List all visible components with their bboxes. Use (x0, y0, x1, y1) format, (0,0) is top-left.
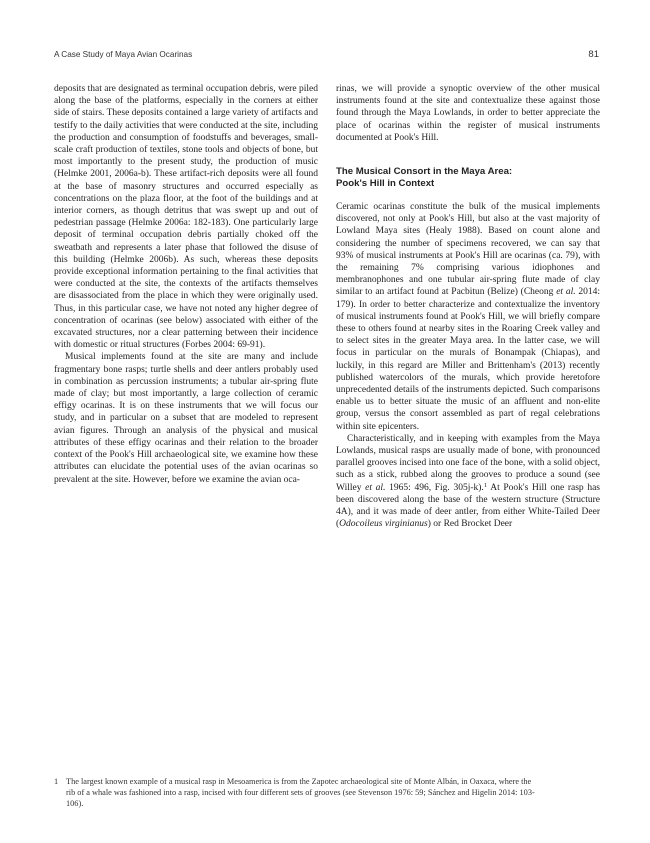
paragraph (336, 433, 600, 531)
section-heading-line: The Musical Consort in the Maya Area: (336, 166, 513, 178)
footnote (54, 776, 536, 809)
italic-text: et al. (556, 287, 576, 298)
footnote-marker: 1 (483, 481, 488, 489)
page-header (54, 50, 599, 64)
text-run: At Pook's Hill one rasp has been discovered along the base of the western structure (Structure 4A), and it was made of deer antler, from either White-Tailed Deer ( (336, 482, 601, 530)
section-heading (336, 166, 600, 190)
section-heading-line: Pook's Hill in Context (336, 178, 435, 190)
footnote-number: 1 (54, 777, 59, 786)
italic-text: et al. (365, 482, 386, 493)
page-number: 81 (588, 49, 599, 60)
text-run: 2014: 179). In order to better characterize and contextualize the inventory of musical instruments found at Pook's Hill, we will briefly compare these to others found at nearby sites in the Roaring Creek valley and to select sites in the greater Maya area. In the latter case, we will focus in particular on the murals of Bonampak (Chiapas), and luckily, in this regard are Miller and Brittenham's (2013) recently published watercolors of the murals, which provide heretofore unprecedented details of the instruments depicted. Such comparisons enable us to better situate the music of an affluent and non-elite group, versus the consort assembled as part of regal celebrations within site epicenters. (336, 287, 601, 432)
paragraph: rinas, we will provide a synoptic overview of the other musical instruments found at the site and contextualize these against those found through the Maya Lowlands, in order to better appreciate the place of ocarinas within the register of musical instruments documented at Pook's Hill. (336, 84, 600, 143)
text-run: ) or Red Brocket Deer (427, 519, 513, 530)
text-run: Ceramic ocarinas constitute the bulk of the musical implements discovered, not only at Pook's Hill, but also at the vast majority of Lowland Maya sites (Healy 1988). Based on count alone and considering the number of specimens recovered, we can say that 93% of musical instruments at Pook's Hill are ocarinas (ca. 79), with the remaining 7% comprising various idiophones and membranophones and one tubular air-spring flute made of clay similar to an artifact found at Pacbitun (Belize) (Cheong (336, 202, 600, 298)
paragraph: Musical implements found at the site are many and include fragmentary bone rasps; turtle shells and deer antlers probably used in combination as percussion instruments; a tubular air-spring flute made of clay; but most importantly, a large collection of ceramic effigy ocarinas. It is on these instruments that we will focus our study, and in particular on a subset that are modeled to represent avian figures. Through an analysis of the physical and musical attributes of these effigy ocarinas and their relation to the broader context of the Pook's Hill archaeological site, we examine how these attributes can elucidate the potential uses of the avian ocarinas so prevalent at the site. However, before we examine the avian oca- (54, 352, 318, 485)
running-head: A Case Study of Maya Avian Ocarinas (54, 50, 193, 59)
right-column (336, 83, 600, 531)
paragraph (336, 201, 600, 433)
paragraph: deposits that are designated as terminal occupation debris, were piled along the base of the platforms, especially in the corners at either side of stairs. These deposits contained a large variety of artifacts and testify to the daily activities that were conducted at the site, including the production and consumption of foodstuffs and beverages, small-scale craft production of textiles, stone tools and objects of bone, but most importantly to the present study, the production of music (Helmke 2001, 2006a-b). These artifact-rich deposits were all found at the base of masonry structures and occurred especially as concentrations on the plaza floor, at the foot of the buildings and at interior corners, as though detritus that was swept up and out of pedestrian passage (Helmke 2006a: 182-183). One particularly large deposit of terminal occupation debris partially choked off the sweatbath and represents a later phase that followed the disuse of this building (Helmke 2006b). As such, whereas these deposits provide exceptional information pertaining to the final activities that were conducted at the site, the contexts of the artifacts themselves are disassociated from the place in which they were originally used. Thus, in this particular case, we have not noted any higher degree of concentration of ocarinas (see below) associated with either of the excavated structures, nor a clear patterning between their incidence with domestic or ritual structures (Forbes 2004: 69-91). (54, 84, 318, 351)
left-column (54, 83, 318, 486)
text-run: 1965: 496, Fig. 305j-k). (385, 482, 484, 493)
text-run: Characteristically, and in keeping with examples from the Maya Lowlands, musical rasps are usually made of bone, with pronounced parallel grooves incised into one face of the bone, with a solid object, such as a stick, rubbed along the grooves to produce a sound (see Willey (336, 433, 600, 493)
footnote-text: The largest known example of a musical rasp in Mesoamerica is from the Zapotec archaeological site of Monte Albán, in Oaxaca, where the rib of a whale was fashioned into a rasp, incised with four different sets of grooves (see Stevenson 1976: 59; Sánchez and Higelin 2014: 103-106). (66, 777, 535, 808)
species-name: Odocoileus virginianus (339, 519, 428, 530)
